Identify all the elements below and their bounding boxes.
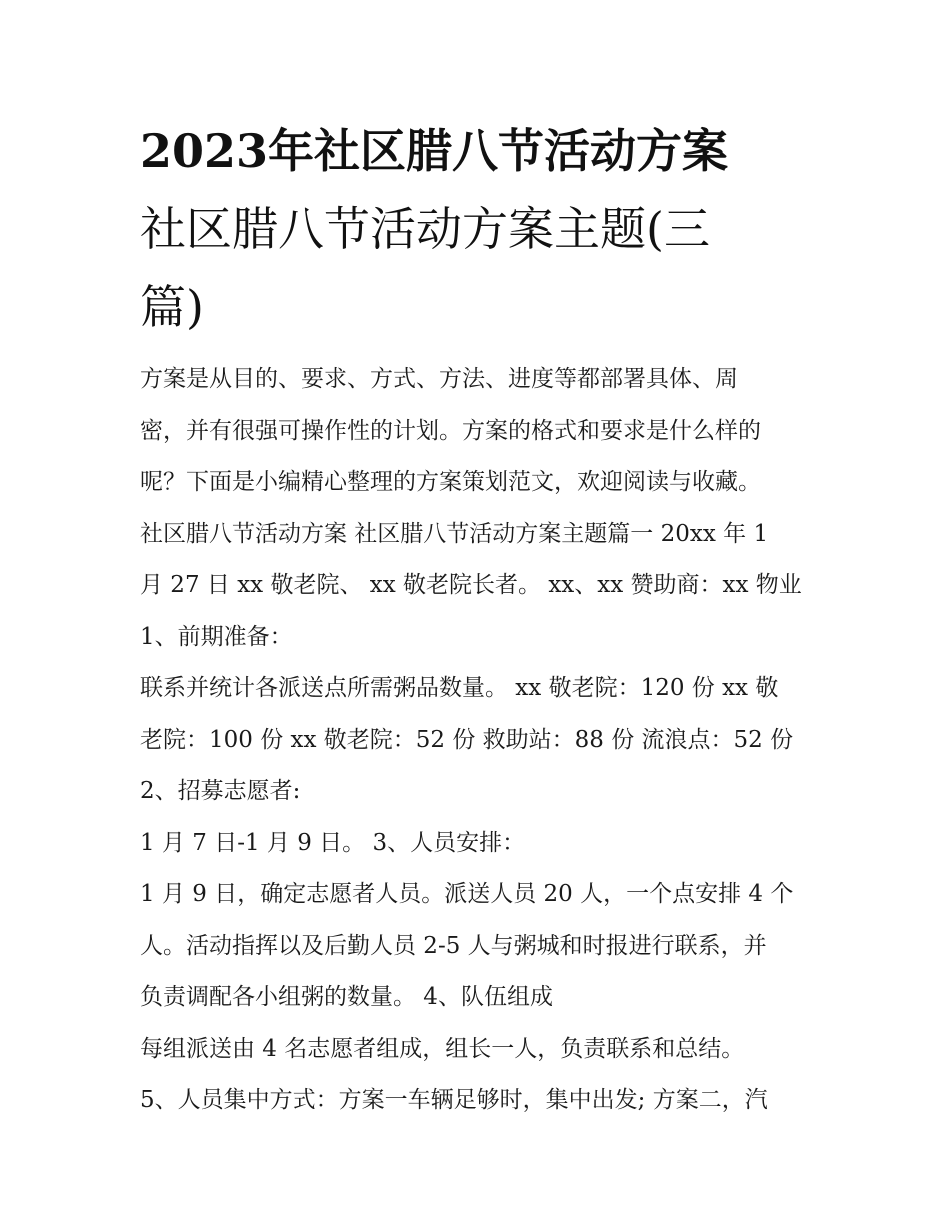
body-line: 月 27 日 xx 敬老院、 xx 敬老院长者。 xx、xx 赞助商：xx 物业 xyxy=(140,572,802,598)
body-line: 5、人员集中方式：方案一车辆足够时，集中出发; 方案二，汽 xyxy=(140,1087,768,1113)
document-page xyxy=(140,112,820,1127)
body-line: 1、前期准备： xyxy=(140,623,293,650)
body-line: 人。活动指挥以及后勤人员 2-5 人与粥城和时报进行联系，并 xyxy=(140,932,767,959)
document-body xyxy=(140,354,820,1127)
title-line-2: 社区腊八节活动方案主题(三 xyxy=(140,202,710,256)
body-line: 密，并有很强可操作性的计划。方案的格式和要求是什么样的 xyxy=(140,417,761,444)
body-line: 1 月 7 日-1 月 9 日。 3、人员安排： xyxy=(140,829,526,856)
body-line: 联系并统计各派送点所需粥品数量。 xx 敬老院：120 份 xx 敬 xyxy=(140,675,779,701)
body-line: 老院：100 份 xx 敬老院：52 份 救助站：88 份 流浪点：52 份 xyxy=(140,726,794,753)
title-line-3: 篇) xyxy=(140,280,204,334)
document-title xyxy=(140,112,820,346)
body-line: 1 月 9 日，确定志愿者人员。派送人员 20 人，一个点安排 4 个 xyxy=(140,881,794,907)
body-line: 负责调配各小组粥的数量。 4、队伍组成 xyxy=(140,984,553,1010)
body-line: 社区腊八节活动方案 社区腊八节活动方案主题篇一 20xx 年 1 xyxy=(140,520,769,547)
body-line: 方案是从目的、要求、方式、方法、进度等都部署具体、周 xyxy=(140,366,738,392)
body-line: 呢？下面是小编精心整理的方案策划范文，欢迎阅读与收藏。 xyxy=(140,469,761,495)
body-line: 2、招募志愿者: xyxy=(140,778,301,804)
title-line-1: 2023年社区腊八节活动方案 xyxy=(140,124,729,178)
body-line: 每组派送由 4 名志愿者组成，组长一人，负责联系和总结。 xyxy=(140,1035,745,1062)
